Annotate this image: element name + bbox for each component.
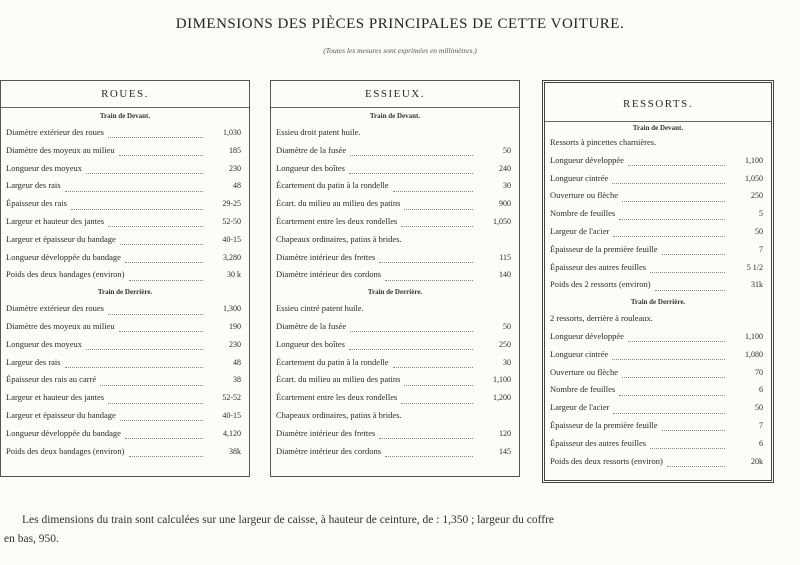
table-row <box>1 443 249 461</box>
table-row <box>545 223 771 241</box>
row-value: 20k <box>751 456 763 466</box>
row-value: 1,030 <box>223 128 241 137</box>
table-row <box>271 407 519 425</box>
table-row <box>271 177 519 195</box>
table-row <box>1 354 249 372</box>
row-value: 50 <box>755 226 763 236</box>
row-label: Largeur et hauteur des jantes <box>6 392 105 403</box>
table-row <box>1 160 249 178</box>
leader-dots <box>628 155 725 166</box>
page-subtitle: (Toutes les mesures sont exprimées en millimètres.) <box>323 46 477 55</box>
row-label: Longueur des moyeux <box>6 338 83 349</box>
row-label: Ouverture ou flèche <box>550 366 618 377</box>
row-label: Épaisseur des autres feuilles <box>550 261 647 272</box>
row-value: 4,120 <box>223 428 241 438</box>
table-row <box>545 134 771 152</box>
row-value: 115 <box>499 252 511 262</box>
row-value: 1,080 <box>745 349 763 359</box>
row-label: Longueur développée du bandage <box>6 427 121 438</box>
row-label: Diamètre de la fusée <box>276 320 347 331</box>
table-row <box>545 241 771 259</box>
row-value: 900 <box>499 199 511 209</box>
table-row <box>271 336 519 354</box>
row-label: Poids des deux bandages (environ) <box>6 445 125 456</box>
leader-dots <box>612 349 725 360</box>
leader-dots <box>349 163 473 174</box>
leader-dots <box>662 420 725 431</box>
row-value: 50 <box>755 403 763 413</box>
leader-dots <box>385 270 473 281</box>
table-row <box>545 187 771 205</box>
row-label: Longueur des moyeux <box>6 162 83 173</box>
row-label: Longueur des boîtes <box>276 338 345 349</box>
row-value: 52-52 <box>222 393 241 403</box>
table-row <box>1 266 249 284</box>
row-label: Diamètre des moyeux au milieu <box>6 144 115 155</box>
row-label: Diamètre intérieur des frettes <box>276 427 376 438</box>
row-label: Chapeaux ordinaires, patins à brides. <box>276 409 402 420</box>
leader-dots <box>393 181 473 192</box>
table-row <box>271 318 519 336</box>
roues-front-rows <box>1 124 249 284</box>
row-value: 185 <box>229 145 241 155</box>
leader-dots <box>108 393 203 404</box>
row-value: 1,300 <box>223 304 241 314</box>
row-label: Diamètre de la fusée <box>276 144 347 155</box>
row-value: 1,200 <box>493 393 511 403</box>
row-value: 145 <box>499 446 511 456</box>
row-label: Diamètre extérieur des roues <box>6 303 104 314</box>
row-value: 70 <box>755 367 763 377</box>
table-row <box>1 407 249 425</box>
table-row <box>1 195 249 213</box>
row-label: Largeur de l'acier <box>550 225 610 236</box>
leader-dots <box>650 262 725 273</box>
table-row <box>271 124 519 142</box>
row-label: 2 ressorts, derrière à rouleaux. <box>550 313 653 324</box>
leader-dots <box>108 304 203 315</box>
roues-front-title: Train de Devant. <box>99 112 151 120</box>
leader-dots <box>65 357 203 368</box>
row-label: Écartement du patin à la rondelle <box>276 356 389 367</box>
table-row <box>271 389 519 407</box>
table-row <box>271 443 519 461</box>
row-label: Poids des deux ressorts (environ) <box>550 455 663 466</box>
leader-dots <box>349 339 473 350</box>
row-label: Longueur des boîtes <box>276 162 345 173</box>
leader-dots <box>404 199 473 210</box>
row-value: 120 <box>499 428 511 438</box>
leader-dots <box>401 393 473 404</box>
leader-dots <box>628 331 725 342</box>
ressorts-rear-title: Train de Derrière. <box>630 298 686 307</box>
table-row <box>545 417 771 435</box>
row-label: Longueur développée du bandage <box>6 251 121 262</box>
table-row <box>1 389 249 407</box>
table-row <box>545 364 771 382</box>
leader-dots <box>379 428 473 439</box>
table-row <box>271 266 519 284</box>
leader-dots <box>385 446 473 457</box>
leader-dots <box>622 191 725 202</box>
table-row <box>545 170 771 188</box>
row-label: Ouverture ou flèche <box>550 190 618 201</box>
row-value: 7 <box>759 420 763 430</box>
row-value: 3,280 <box>223 252 241 262</box>
table-row <box>545 205 771 223</box>
row-value: 6 <box>759 385 763 395</box>
leader-dots <box>119 321 203 332</box>
leader-dots <box>119 145 203 156</box>
row-value: 1,050 <box>745 173 763 183</box>
roues-rear-title: Train de Derrière. <box>97 288 153 297</box>
leader-dots <box>393 357 473 368</box>
leader-dots <box>404 375 473 386</box>
row-label: Largeur de l'acier <box>550 402 610 413</box>
table-row <box>1 177 249 195</box>
row-label: Largeur et hauteur des jantes <box>6 215 105 226</box>
essieux-heading: ESSIEUX. <box>271 81 519 108</box>
row-value: 30 k <box>227 270 241 280</box>
ressorts-rear-rows <box>545 310 771 470</box>
ressorts-front-title: Train de Devant. <box>632 124 684 132</box>
leader-dots <box>619 385 725 396</box>
leader-dots <box>622 367 725 378</box>
table-row <box>271 249 519 267</box>
row-value: 6 <box>759 438 763 448</box>
row-label: Nombre de feuilles <box>550 384 616 395</box>
table-row <box>1 249 249 267</box>
table-row <box>545 453 771 471</box>
leader-dots <box>108 127 203 138</box>
leader-dots <box>650 438 725 449</box>
leader-dots <box>120 234 203 245</box>
leader-dots <box>125 428 203 439</box>
row-label: Épaisseur de la première feuille <box>550 419 658 430</box>
table-row <box>271 300 519 318</box>
table-row <box>1 124 249 142</box>
table-row <box>545 152 771 170</box>
row-value: 50 <box>503 145 511 155</box>
row-label: Largeur et épaisseur du bandage <box>6 409 116 420</box>
row-label: Diamètre intérieur des cordons <box>276 445 382 456</box>
ressorts-table <box>542 80 774 483</box>
leader-dots <box>125 252 203 263</box>
row-value: 5 1/2 <box>746 262 763 272</box>
ressorts-front-rows <box>545 134 771 294</box>
leader-dots <box>120 410 203 421</box>
essieux-rear-rows <box>271 300 519 460</box>
footnote-line-1: Les dimensions du train sont calculées sur une largeur de caisse, à hauteur de ceinture, de : 1,350 ; largeur du coffre <box>22 514 555 526</box>
table-row <box>545 276 771 294</box>
table-row <box>1 336 249 354</box>
row-label: Poids des deux bandages (environ) <box>6 269 125 280</box>
row-label: Poids des 2 ressorts (environ) <box>550 279 651 290</box>
row-label: Diamètre extérieur des roues <box>6 127 104 137</box>
row-value: 240 <box>499 163 511 173</box>
table-row <box>1 231 249 249</box>
leader-dots <box>350 145 473 156</box>
row-value: 230 <box>229 339 241 349</box>
table-row <box>545 259 771 277</box>
row-label: Longueur développée <box>550 154 624 165</box>
row-value: 30 <box>503 357 511 367</box>
ressorts-heading: RESSORTS. <box>545 83 771 122</box>
row-label: Longueur cintrée <box>550 172 609 183</box>
row-label: Essieu cintré patent huile. <box>276 303 364 314</box>
table-row <box>545 435 771 453</box>
table-row <box>271 142 519 160</box>
row-label: Diamètre des moyeux au milieu <box>6 320 115 331</box>
table-row <box>1 213 249 231</box>
row-label: Largeur des rais <box>6 180 61 191</box>
row-label: Chapeaux ordinaires, patins à brides. <box>276 233 402 244</box>
leader-dots <box>129 270 203 281</box>
table-row <box>545 328 771 346</box>
table-row <box>271 425 519 443</box>
row-label: Écart. du milieu au milieu des patins <box>276 198 401 209</box>
row-value: 1,100 <box>745 155 763 165</box>
row-value: 140 <box>499 270 511 280</box>
leader-dots <box>401 216 473 227</box>
row-label: Épaisseur de la première feuille <box>550 243 658 254</box>
row-label: Écartement du patin à la rondelle <box>276 180 389 191</box>
row-value: 230 <box>229 163 241 173</box>
table-row <box>545 399 771 417</box>
row-value: 40-15 <box>222 410 241 420</box>
row-value: 250 <box>499 339 511 349</box>
leader-dots <box>612 173 725 184</box>
leader-dots <box>108 216 203 227</box>
leader-dots <box>667 456 725 467</box>
table-row <box>271 231 519 249</box>
row-label: Longueur développée <box>550 330 624 341</box>
row-value: 1,050 <box>493 216 511 226</box>
row-label: Nombre de feuilles <box>550 208 616 219</box>
row-label: Ressorts à pincettes charnières. <box>550 137 657 147</box>
table-row <box>545 346 771 364</box>
row-value: 29-25 <box>222 199 241 209</box>
row-label: Écart. du milieu au milieu des patins <box>276 374 401 385</box>
row-value: 48 <box>233 357 241 367</box>
table-row <box>1 318 249 336</box>
row-label: Essieu droit patent huile. <box>276 127 361 137</box>
row-label: Largeur des rais <box>6 356 61 367</box>
leader-dots <box>86 339 203 350</box>
row-value: 50 <box>503 321 511 331</box>
leader-dots <box>71 199 203 210</box>
row-label: Épaisseur des autres feuilles <box>550 437 647 448</box>
table-row <box>1 425 249 443</box>
row-value: 52-50 <box>222 216 241 226</box>
row-label: Diamètre intérieur des cordons <box>276 269 382 280</box>
row-label: Diamètre intérieur des frettes <box>276 251 376 262</box>
table-row <box>271 195 519 213</box>
row-value: 38k <box>229 446 241 456</box>
row-value: 5 <box>759 209 763 219</box>
table-row <box>271 354 519 372</box>
row-label: Longueur cintrée <box>550 348 609 359</box>
row-label: Écartement entre les deux rondelles <box>276 392 398 403</box>
row-label: Largeur et épaisseur du bandage <box>6 233 116 244</box>
row-value: 7 <box>759 244 763 254</box>
leader-dots <box>65 181 203 192</box>
roues-table <box>0 80 250 477</box>
leader-dots <box>655 280 725 291</box>
essieux-rear-title: Train de Derrière. <box>367 288 423 297</box>
leader-dots <box>613 226 725 237</box>
leader-dots <box>86 163 203 174</box>
row-value: 38 <box>233 375 241 385</box>
row-value: 1,100 <box>745 331 763 341</box>
leader-dots <box>619 209 725 220</box>
leader-dots <box>613 403 725 414</box>
leader-dots <box>350 321 473 332</box>
footnote-line-2: en bas, 950. <box>4 533 59 545</box>
table-row <box>545 381 771 399</box>
leader-dots <box>100 375 203 386</box>
row-label: Écartement entre les deux rondelles <box>276 215 398 226</box>
table-row <box>271 160 519 178</box>
table-row <box>271 213 519 231</box>
essieux-front-title: Train de Devant. <box>369 112 421 120</box>
row-value: 31k <box>751 280 763 290</box>
row-label: Épaisseur des rais au carré <box>6 374 97 385</box>
row-label: Épaisseur des rais <box>6 198 67 209</box>
table-row <box>271 371 519 389</box>
table-row <box>1 300 249 318</box>
leader-dots <box>662 244 725 255</box>
row-value: 40-15 <box>222 234 241 244</box>
roues-heading: ROUES. <box>1 81 249 108</box>
row-value: 190 <box>229 321 241 331</box>
essieux-front-rows <box>271 124 519 284</box>
row-value: 250 <box>751 191 763 201</box>
page-title: DIMENSIONS DES PIÈCES PRINCIPALES DE CETTE VOITURE. <box>175 16 625 32</box>
leader-dots <box>379 252 473 263</box>
essieux-table <box>270 80 520 477</box>
row-value: 48 <box>233 181 241 191</box>
table-row <box>1 142 249 160</box>
roues-rear-rows <box>1 300 249 460</box>
table-row <box>545 310 771 328</box>
table-row <box>1 371 249 389</box>
leader-dots <box>129 446 203 457</box>
row-value: 30 <box>503 181 511 191</box>
row-value: 1,100 <box>493 375 511 385</box>
